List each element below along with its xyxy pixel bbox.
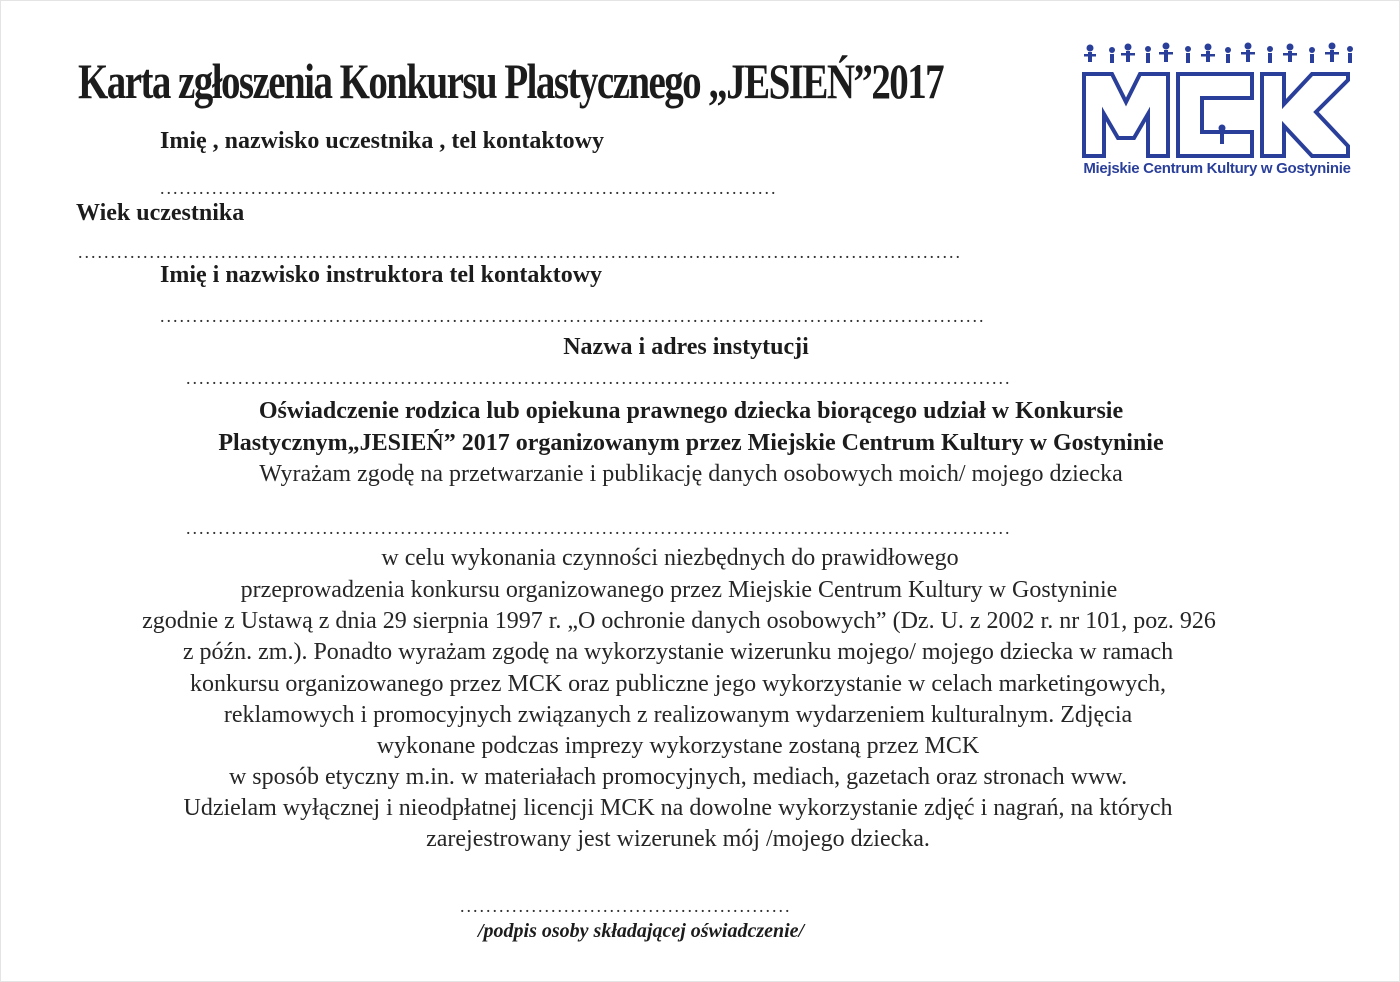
field-institution-label: Nazwa i adres instytucji [563,334,809,360]
field-participant-label: Imię , nazwisko uczestnika , tel kontaktowy [160,128,605,154]
consent-line-2: przeprowadzenia konkursu organizowanego przez Miejskie Centrum Kultury w Gostyninie [240,577,1118,603]
consent-line-5: konkursu organizowanego przez MCK oraz publiczne jego wykorzystanie w celach marketingowych, [190,671,1166,697]
field-age-label: Wiek uczestnika [76,200,245,226]
consent-line-7: wykonane podczas imprezy wykorzystane zostaną przez MCK [376,733,980,759]
consent-line-9: Udzielam wyłącznej i nieodpłatnej licencji MCK na dowolne wykorzystanie zdjęć i nagrań, na których [183,795,1173,821]
signature-dotted-line: ................................................... [460,896,792,916]
consent-line-1: w celu wykonania czynności niezbędnych do prawidłowego [381,545,959,571]
institution-dotted-line: ............................................................................................................................... [186,368,1012,388]
statement-heading-line2: Plastycznym„JESIEŃ” 2017 organizowanym przez Miejskie Centrum Kultury w Gostyninie [218,430,1164,456]
consent-line-6: reklamowych i promocyjnych związanych z realizowanym wydarzeniem kulturalnym. Zdjęcia [223,702,1133,728]
age-dotted-line: ........................................................................................................................................ [78,242,962,262]
logo-caption: Miejskie Centrum Kultury w Gostyninie [1083,160,1351,177]
mck-logo [1076,40,1358,186]
mck-logo-graphic [1076,40,1358,162]
consent-line-4: z późn. zm.). Ponadto wyrażam zgodę na wykorzystanie wizerunku mojego/ mojego dziecka w ramach [182,639,1174,665]
consent-line-10: zarejestrowany jest wizerunek mój /mojego dziecka. [426,826,930,852]
consent-line-8: w sposób etyczny m.in. w materiałach promocyjnych, mediach, gazetach oraz stronach www. [228,764,1128,790]
field-instructor-label: Imię i nazwisko instruktora tel kontaktowy [160,262,603,288]
statement-heading-line1: Oświadczenie rodzica lub opiekuna prawnego dziecka biorącego udział w Konkursie [258,398,1124,424]
form-title: Karta zgłoszenia Konkursu Plastycznego „JESIEŃ”2017 [78,53,944,109]
consent-intro: Wyrażam zgodę na przetwarzanie i publikację danych osobowych moich/ mojego dziecka [259,461,1123,487]
participant-dotted-line: ............................................................................................... [160,178,778,198]
instructor-dotted-line: ............................................................................................................................... [160,306,986,326]
signature-label: /podpis osoby składającej oświadczenie/ [478,920,805,942]
consent-dotted-line: ............................................................................................................................... [186,518,1012,538]
consent-line-3: zgodnie z Ustawą z dnia 29 sierpnia 1997 r. „O ochronie danych osobowych” (Dz. U. z 2002 r. nr 101, poz. 926 [142,608,1216,634]
